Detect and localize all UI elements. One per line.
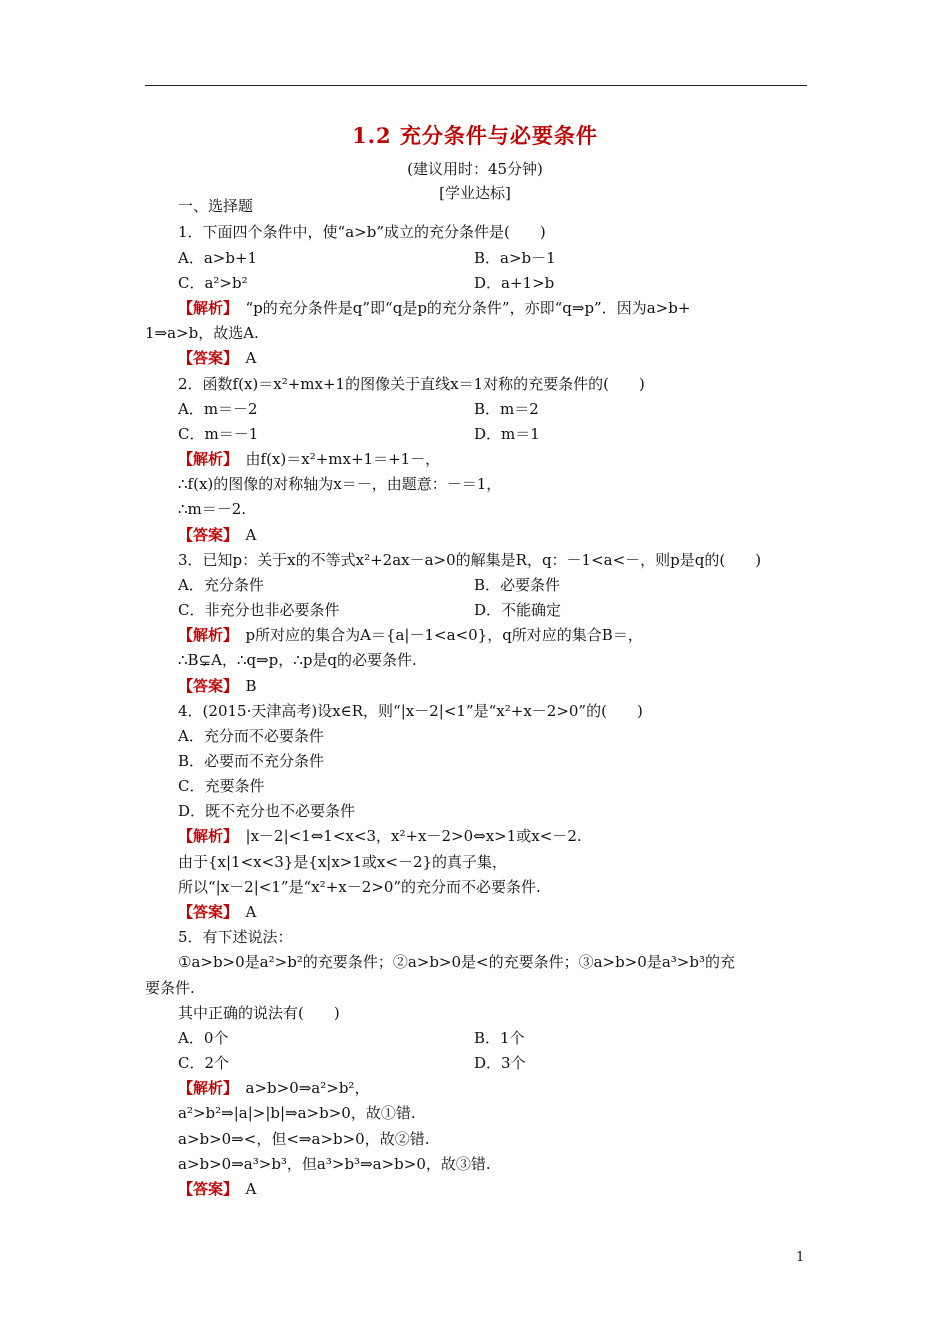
text-line [178,500,246,518]
answer-line [178,450,440,468]
line-text: 2．函数f(x)＝x²+mx+1的图像关于直线x＝1对称的充要条件的( ) [178,375,645,393]
page-number: 1 [796,1250,805,1265]
text-line [178,777,264,795]
text-line [178,375,645,393]
text-line [178,576,264,594]
text-line [474,601,561,619]
line-text: 所以“|x－2|<1”是“x²+x－2>0”的充分而不必要条件. [178,878,541,896]
line-text: 其中正确的说法有( ) [178,1004,340,1022]
label-tag: 【解析】 [178,299,231,317]
line-text: ①a>b>0是a²>b²的充要条件；②a>b>0是<的充要条件；③a>b>0是a³>b³的充 [178,953,735,971]
suggested-time: (建议用时：45分钟) [407,160,543,178]
label-tag: 【解析】 [178,1079,231,1097]
text-line [178,853,507,871]
text-line [474,576,560,594]
header-rule [145,85,807,86]
line-text: 1．下面四个条件中，使“a>b”成立的充分条件是( ) [178,223,546,241]
text-line [474,400,539,418]
line-text: A．a>b+1 [178,249,258,267]
text-line [178,1130,430,1148]
line-text: C．m＝－1 [178,425,259,443]
text-line [178,752,324,770]
text-line [178,702,643,720]
text-line [474,425,540,443]
line-text: B．必要条件 [474,576,561,594]
label-tag: 【解析】 [178,450,231,468]
answer-line [178,827,582,845]
line-text: a>b>0⇒<，但<⇒a>b>0，故②错. [178,1130,430,1148]
line-text: 5．有下述说法： [178,928,293,946]
line-text: ∴B⊊A，∴q⇒p，∴p是q的必要条件. [178,651,417,669]
label-tag: 【答案】 [178,349,231,367]
line-text: B．1个 [474,1029,525,1047]
text-line [178,1004,340,1022]
text-line [178,475,501,493]
line-text: C．非充分也非必要条件 [178,601,340,619]
line-text: 由f(x)＝x²+mx+1＝+1－， [230,450,441,468]
text-line [178,425,258,443]
text-line [145,979,195,997]
label-tag: 【答案】 [178,903,231,921]
text-line [178,223,546,241]
line-text: D．既不充分也不必要条件 [178,802,356,820]
line-text: B．a>b－1 [474,249,556,267]
label-tag: 【解析】 [178,827,231,845]
label-tag: 【答案】 [178,526,231,544]
text-line [145,324,259,342]
line-text: ∴f(x)的图像的对称轴为x＝－，由题意：－＝1， [178,475,502,493]
text-line [178,551,761,569]
section-tag: [学业达标] [439,184,511,202]
line-text: C．a²>b² [178,274,248,292]
line-text: A．m＝－2 [178,400,258,418]
line-text: 1⇒a>b，故选A. [145,324,259,342]
answer-line [178,1180,256,1198]
line-text: A [230,349,257,367]
answer-line [178,349,256,367]
line-text: D．不能确定 [474,601,562,619]
line-text: B．m＝2 [474,400,539,418]
text-line [474,1054,526,1072]
answer-line [178,677,257,695]
text-line [178,1054,229,1072]
text-line [178,249,257,267]
line-text: A [230,903,257,921]
line-text: A [230,526,257,544]
answer-line [178,526,256,544]
line-text: 要条件. [145,979,195,997]
page-title: 1.2 充分条件与必要条件 [352,123,598,148]
text-line [474,249,556,267]
line-text: |x－2|<1⇔1<x<3，x²+x－2>0⇔x>1或x<－2. [230,827,582,845]
line-text: A [230,1180,257,1198]
line-text: C．充要条件 [178,777,265,795]
answer-line [178,626,643,644]
text-line [178,274,248,292]
line-text: A．充分条件 [178,576,264,594]
text-line [178,878,541,896]
text-line [178,1029,228,1047]
text-line [178,727,324,745]
answer-line [178,1079,369,1097]
text-line [178,651,417,669]
line-text: a>b>0⇒a²>b²， [230,1079,370,1097]
line-text: D．m＝1 [474,425,540,443]
text-line [178,601,339,619]
answer-line [178,903,256,921]
line-text: ∴m＝－2. [178,500,247,518]
line-text: 由于{x|1<x<3}是{x|x>1或x<－2}的真子集， [178,853,508,871]
line-text: 4．(2015·天津高考)设x∈R，则“|x－2|<1”是“x²+x－2>0”的( ) [178,702,643,720]
line-text: B [230,677,257,695]
line-text: D．a+1>b [474,274,555,292]
answer-line [178,299,690,317]
line-text: “p的充分条件是q”即“q是p的充分条件”，亦即“q⇒p”．因为a>b+ [230,299,691,317]
text-line [178,1104,416,1122]
text-line [178,802,355,820]
line-text: C．2个 [178,1054,230,1072]
text-line [178,1155,491,1173]
text-line [178,953,735,971]
label-tag: 【解析】 [178,626,231,644]
line-text: A．充分而不必要条件 [178,727,324,745]
line-text: a²>b²⇒|a|>|b|⇒a>b>0，故①错. [178,1104,416,1122]
text-line [474,1029,525,1047]
line-text: 3．已知p：关于x的不等式x²+2ax－a>0的解集是R，q：－1<a<－，则p是q的( ) [178,551,762,569]
text-line [178,928,293,946]
text-line [474,274,554,292]
label-tag: 【答案】 [178,1180,231,1198]
text-line [178,197,253,215]
text-line [178,400,258,418]
line-text: D．3个 [474,1054,526,1072]
line-text: a>b>0⇒a³>b³，但a³>b³⇒a>b>0，故③错. [178,1155,491,1173]
line-text: p所对应的集合为A＝{a|－1<a<0}，q所对应的集合B＝， [230,626,643,644]
line-text: 一、选择题 [178,197,254,215]
label-tag: 【答案】 [178,677,231,695]
line-text: B．必要而不充分条件 [178,752,325,770]
line-text: A．0个 [178,1029,229,1047]
